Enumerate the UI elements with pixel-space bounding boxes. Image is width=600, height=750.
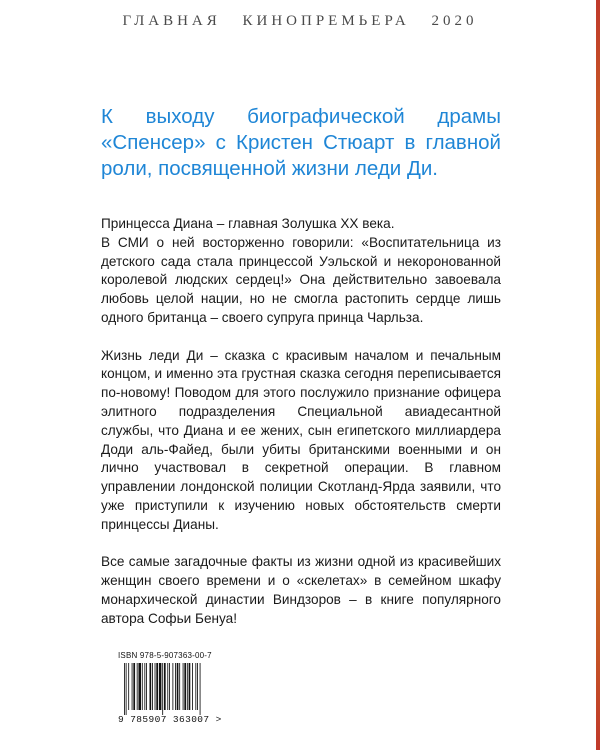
barcode-bar — [177, 663, 179, 710]
barcode-bar — [175, 663, 176, 710]
barcode-bar — [152, 663, 153, 710]
barcode-bar — [142, 663, 143, 710]
barcode-bars — [124, 663, 234, 715]
cover-edge-strip — [596, 0, 600, 750]
barcode-bar — [126, 663, 127, 715]
tagline: К выходу биографической драмы «Спенсер» с Кристен Стюарт в главной роли, посвященной жизни леди Ди. — [101, 105, 501, 180]
barcode-block — [118, 651, 240, 729]
barcode-bar — [164, 663, 166, 710]
barcode-bar — [169, 663, 170, 710]
barcode-bar — [137, 663, 138, 710]
barcode-bar — [183, 663, 184, 710]
barcode-bar — [189, 663, 191, 710]
barcode-bar — [172, 663, 173, 710]
barcode-bar — [195, 663, 196, 710]
series-title: ГЛАВНАЯ КИНОПРЕМЬЕРА 2020 — [122, 13, 478, 29]
paragraph-2 — [101, 347, 501, 535]
barcode-bar — [138, 663, 141, 710]
barcode-bar — [156, 663, 158, 710]
barcode-bar — [200, 663, 201, 715]
barcode-bar — [124, 663, 125, 715]
barcode-bar — [192, 663, 193, 710]
barcode-bar — [197, 663, 198, 710]
barcode-bar — [144, 663, 145, 710]
paragraph-1-line-1: Принцесса Диана – главная Золушка XX века. — [101, 216, 395, 231]
barcode-digits: 9 785907 363007 > — [118, 714, 222, 725]
barcode-bar — [162, 663, 163, 715]
paragraph-2-text: Жизнь леди Ди – сказка с красивым началом и печальным концом, и именно эта грустная сказка сегодня переписывается по-новому! Поводом для этого послужило признание офицера элитного подразделения Специальной авиадесантной службы, что Диана и ее жених, сын египетского миллиардера Доди аль-Файед, были убиты британскими военными и он лично участвовал в секретной операции. В главном управлении лондонской полиции Скотланд-Ярда заявили, что уже приступили к изучению новых обстоятельств смерти принцессы Дианы. — [101, 347, 501, 532]
barcode-bar — [155, 663, 156, 710]
barcode-bar — [184, 663, 186, 710]
paragraph-1 — [101, 215, 501, 328]
barcode-bar — [179, 663, 180, 710]
paragraph-3-text: Все самые загадочные факты из жизни одной из красивейших женщин своего времени и о «скелетах» в семейном шкафу монархической династии Виндзоров – в книге популярного автора Софьи Бенуа! — [101, 554, 501, 626]
barcode-bar — [146, 663, 147, 710]
barcode-bar — [150, 663, 152, 710]
barcode-bar — [133, 663, 135, 710]
annotation-text — [101, 215, 501, 647]
paragraph-3 — [101, 553, 501, 628]
barcode-bar — [132, 663, 133, 710]
isbn-label: ISBN 978-5-907363-00-7 — [118, 651, 212, 660]
paragraph-1-line-2: В СМИ о ней восторженно говорили: «Воспитательница из детского сада стала принцессой Уэльской и некоронованной королевой людских сердец!» Она действительно завоевала любовь целой нации, но не смогла растопить сердце лишь одного британца – своего супруга принца Чарльза. — [101, 234, 501, 325]
barcode-bar — [167, 663, 168, 710]
barcode-bar — [159, 663, 162, 710]
barcode-bar — [128, 663, 129, 710]
barcode-bar — [187, 663, 188, 710]
